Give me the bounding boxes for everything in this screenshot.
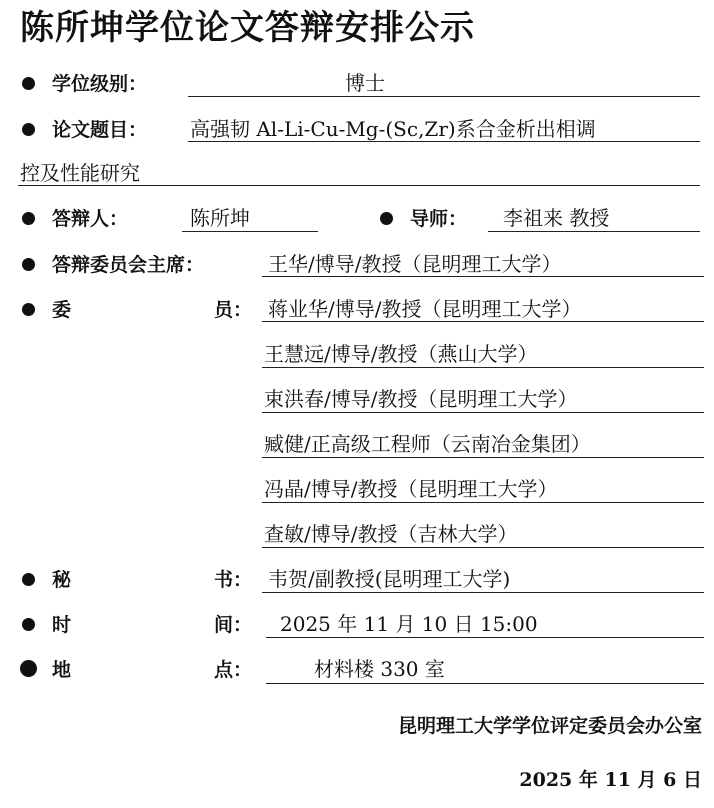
advisor-value: 李祖来 教授 <box>503 206 610 230</box>
degree-underline <box>188 96 700 97</box>
secretary-label-left: 秘 <box>52 569 72 591</box>
member-item: 蒋业华/博导/教授（昆明理工大学） <box>268 297 582 321</box>
member-item: 查敏/博导/教授（吉林大学） <box>264 522 518 546</box>
bullet-icon <box>380 212 393 225</box>
member-item: 冯晶/博导/教授（昆明理工大学） <box>264 477 558 501</box>
time-label-right: 间： <box>213 614 252 636</box>
place-label <box>52 657 252 683</box>
bullet-icon <box>22 303 35 316</box>
secretary-underline <box>262 592 704 593</box>
secretary-label-right: 书： <box>213 569 252 591</box>
defender-value: 陈所坤 <box>190 206 250 230</box>
thesis-title-line2: 控及性能研究 <box>20 161 140 185</box>
place-label-right: 点： <box>213 659 252 681</box>
defender-underline <box>182 231 318 232</box>
member-underline <box>262 412 704 413</box>
time-value: 2025 年 11 月 10 日 15:00 <box>280 612 538 636</box>
bullet-icon <box>22 123 35 136</box>
time-underline <box>266 637 704 638</box>
bullet-icon <box>22 77 35 90</box>
members-label-right: 员： <box>213 299 252 321</box>
member-underline <box>262 367 704 368</box>
time-label <box>52 612 252 638</box>
member-item: 束洪春/博导/教授（昆明理工大学） <box>264 387 578 411</box>
member-underline <box>262 502 704 503</box>
member-item: 王慧远/博导/教授（燕山大学） <box>264 342 538 366</box>
chair-underline <box>262 276 704 277</box>
chair-label: 答辩委员会主席： <box>52 254 205 276</box>
advisor-underline <box>488 231 700 232</box>
member-underline <box>262 457 704 458</box>
advisor-label: 导师： <box>410 208 468 230</box>
issue-date: 2025 年 11 月 6 日 <box>519 769 702 791</box>
members-label <box>52 297 252 323</box>
secretary-value: 韦贺/副教授(昆明理工大学) <box>268 567 511 591</box>
issuing-office: 昆明理工大学学位评定委员会办公室 <box>397 715 702 737</box>
thesis-underline-2 <box>18 185 700 186</box>
member-underline <box>262 547 704 548</box>
place-value: 材料楼 330 室 <box>314 657 445 681</box>
secretary-label <box>52 567 252 593</box>
member-underline <box>262 321 704 322</box>
thesis-label: 论文题目： <box>52 119 148 141</box>
degree-label: 学位级别： <box>52 73 148 95</box>
degree-value: 博士 <box>345 71 385 95</box>
member-item: 臧健/正高级工程师（云南冶金集团） <box>264 432 591 456</box>
bullet-icon <box>22 573 35 586</box>
place-underline <box>266 683 704 684</box>
defender-label: 答辩人： <box>52 208 129 230</box>
thesis-underline-1 <box>188 141 700 142</box>
bullet-icon <box>22 212 35 225</box>
thesis-title-line1: 高强韧 Al-Li-Cu-Mg-(Sc,Zr)系合金析出相调 <box>190 117 596 141</box>
place-label-left: 地 <box>52 659 72 681</box>
page-title: 陈所坤学位论文答辩安排公示 <box>20 8 475 48</box>
chair-value: 王华/博导/教授（昆明理工大学） <box>268 252 562 276</box>
bullet-icon <box>20 660 37 677</box>
bullet-icon <box>22 258 35 271</box>
time-label-left: 时 <box>52 614 72 636</box>
bullet-icon <box>22 618 35 631</box>
members-label-left: 委 <box>52 299 72 321</box>
